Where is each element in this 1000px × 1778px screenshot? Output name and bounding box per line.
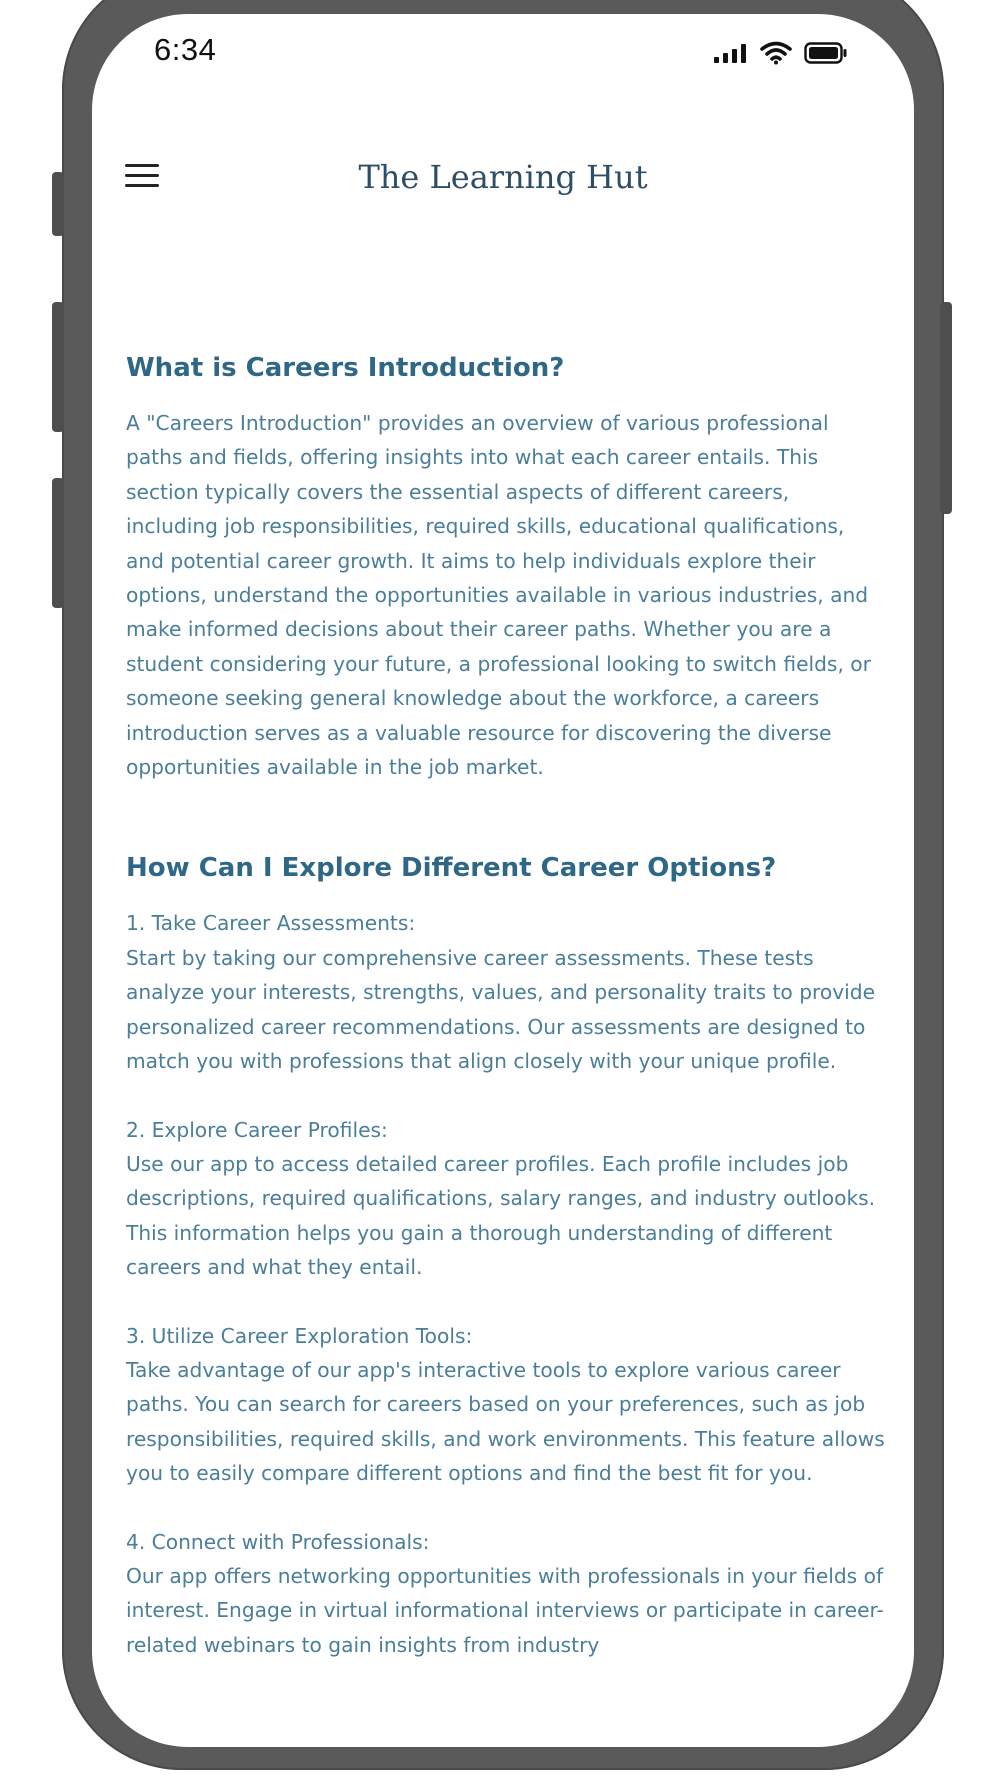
list-item-title: 4. Connect with Professionals: — [126, 1529, 430, 1554]
list-item-body: Use our app to access detailed career profiles. Each profile includes job descriptions, required qualifications, salary ranges, and industry outlooks. This information helps you gain a thorough understanding of different careers and what they entail. — [126, 1151, 876, 1280]
main-content — [126, 350, 886, 1696]
list-item — [126, 1525, 886, 1663]
section-heading-explore-options: How Can I Explore Different Career Options? — [126, 853, 777, 884]
list-item-title: 2. Explore Career Profiles: — [126, 1117, 388, 1142]
list-item — [126, 1113, 886, 1285]
section-heading-careers-introduction: What is Careers Introduction? — [126, 353, 565, 383]
side-button-volume-down — [52, 478, 64, 608]
section-spacer — [126, 784, 886, 850]
careers-introduction-paragraph: A "Careers Introduction" provides an overview of various professional paths and fields, offering insights into what each career entails. This section typically covers the essential aspects of different careers, including job responsibilities, required skills, educational qualifications, and potential career growth. It aims to help individuals explore their options, understand the opportunities available in various industries, and make informed decisions about their career paths. Whether you are a student considering your future, a professional looking to switch fields, or someone seeking general knowledge about the workforce, a careers introduction serves as a valuable resource for discovering the diverse opportunities available in the job market. — [126, 411, 871, 780]
list-item-body: Start by taking our comprehensive career assessments. These tests analyze your interests, strengths, values, and personality traits to provide personalized career recommendations. Our assessments are designed to match you with professions that align closely with your unique profile. — [126, 945, 876, 1074]
status-icons — [714, 40, 848, 70]
list-item-title: 1. Take Career Assessments: — [126, 911, 416, 936]
status-time: 6:34 — [154, 32, 217, 67]
list-item-title: 3. Utilize Career Exploration Tools: — [126, 1323, 473, 1348]
wifi-icon — [760, 41, 792, 70]
signal-icon — [714, 43, 748, 68]
app-header — [92, 134, 914, 214]
list-item — [126, 1319, 886, 1491]
battery-icon — [804, 42, 848, 69]
phone-screen — [92, 14, 914, 1747]
side-button-volume-up — [52, 302, 64, 432]
side-button-mute — [52, 172, 64, 236]
list-item-body: Our app offers networking opportunities with professionals in your fields of interest. Engage in virtual informational interviews or participate in career-related webinars to gain insights from industry — [126, 1563, 884, 1657]
list-item — [126, 906, 886, 1078]
status-bar — [92, 14, 914, 94]
side-button-power — [940, 302, 952, 514]
list-item-body: Take advantage of our app's interactive tools to explore various career paths. You can search for careers based on your preferences, such as job responsibilities, required skills, and work environments. This feature allows you to easily compare different options and find the best fit for you. — [126, 1357, 885, 1486]
app-title: The Learning Hut — [358, 158, 648, 196]
